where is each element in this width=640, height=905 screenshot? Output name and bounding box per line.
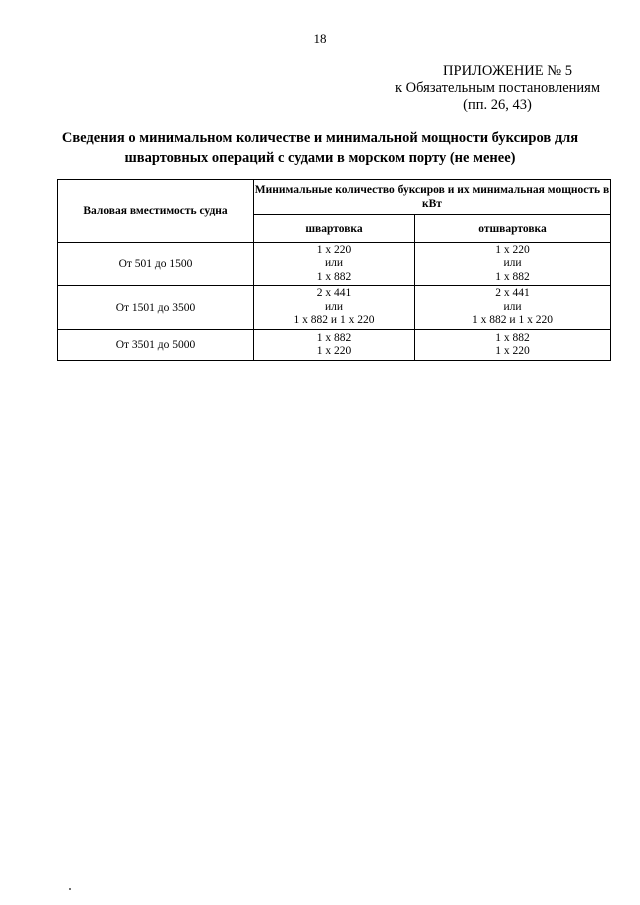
appendix-heading [395, 63, 600, 114]
mooring-option: 1 х 220 [316, 243, 352, 256]
unmooring-cell [415, 286, 611, 330]
unmooring-cell [415, 330, 611, 361]
header-tug-count-power: Минимальные количество буксиров и их минимальная мощность в кВт [254, 180, 611, 215]
title-line-2: швартовных операций с судами в морском порту (не менее) [124, 150, 516, 166]
page-number: 18 [313, 31, 327, 46]
table-header-row [58, 180, 611, 215]
appendix-reference: к Обязательным постановлениям [395, 80, 600, 96]
unmooring-option: 1 х 220 [495, 345, 530, 357]
document-title [30, 128, 610, 168]
unmooring-option: 1 х 882 [495, 270, 530, 283]
tonnage-cell: От 3501 до 5000 [58, 330, 254, 361]
unmooring-separator: или [503, 300, 522, 313]
unmooring-cell [415, 243, 611, 286]
tonnage-cell: От 1501 до 3500 [58, 286, 254, 330]
mooring-option: 1 х 882 [316, 331, 352, 344]
mooring-option: 1 х 220 [316, 345, 352, 357]
unmooring-option: 1 х 220 [495, 243, 530, 256]
subheader-unmooring: отшвартовка [415, 215, 611, 243]
appendix-number: ПРИЛОЖЕНИЕ № 5 [443, 63, 572, 79]
mooring-cell [254, 243, 415, 286]
table-row [58, 243, 611, 286]
mooring-separator: или [324, 300, 344, 313]
mooring-cell [254, 330, 415, 361]
scan-speck [69, 888, 71, 890]
tonnage-cell: От 501 до 1500 [58, 243, 254, 286]
unmooring-option: 2 х 441 [495, 287, 530, 300]
unmooring-option: 1 х 882 и 1 х 220 [472, 314, 553, 327]
table-row [58, 330, 611, 361]
unmooring-option: 1 х 882 [495, 331, 530, 344]
mooring-option: 1 х 882 и 1 х 220 [293, 314, 375, 327]
unmooring-separator: или [503, 257, 522, 270]
tug-requirements-table [57, 179, 611, 361]
mooring-cell [254, 286, 415, 330]
table-row [58, 286, 611, 330]
mooring-separator: или [324, 257, 344, 270]
header-gross-tonnage: Валовая вместимость судна [58, 180, 254, 243]
mooring-option: 2 х 441 [316, 287, 352, 300]
mooring-option: 1 х 882 [316, 270, 352, 283]
appendix-clauses: (пп. 26, 43) [463, 97, 532, 113]
title-line-1: Сведения о минимальном количестве и минимальной мощности буксиров для [61, 130, 579, 146]
subheader-mooring: швартовка [254, 215, 415, 243]
